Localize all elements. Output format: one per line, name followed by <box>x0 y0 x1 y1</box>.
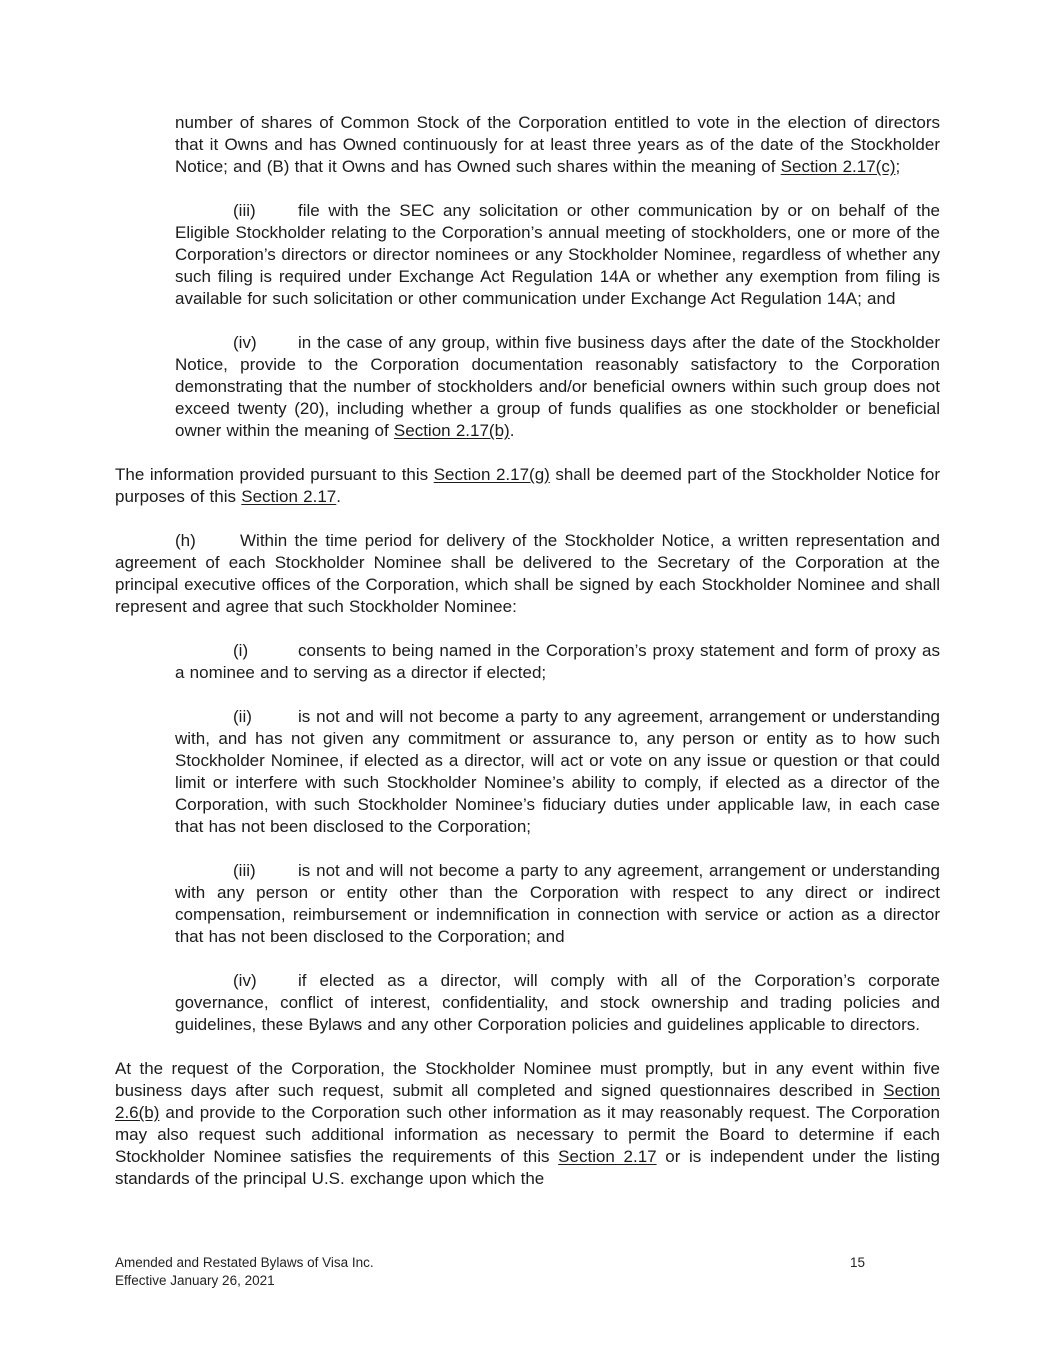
paragraph <box>175 860 940 948</box>
paragraph-text <box>115 1059 940 1188</box>
document-body <box>115 112 940 1212</box>
paragraph <box>175 640 940 684</box>
section-reference: Section 2.17 <box>558 1147 657 1166</box>
paragraph <box>175 332 940 442</box>
text-segment: ; <box>895 157 901 176</box>
text-segment: in the case of any group, within five business days after the date of the Stockholder Notice, provide to the Corporation documentation reasonably satisfactory to the Corporation demonstrating that the number of stockholders and/or beneficial owners within such group does not exceed twenty (20), including whether a group of funds qualifies as one stockholder or beneficial owner within the meaning of <box>175 333 940 440</box>
page-number: 15 <box>850 1255 866 1270</box>
text-segment: if elected as a director, will comply with all of the Corporation’s corporate governance, conflict of interest, confidentiality, and stock ownership and trading policies and guidelines, these Bylaws and any other Corporation policies and guidelines applicable to directors. <box>175 971 940 1034</box>
text-segment: file with the SEC any solicitation or other communication by or on behalf of the Eligible Stockholder relating to the Corporation’s annual meeting of stockholders, one or more of the Corporation’s directors or director nominees or any Stockholder Nominee, regardless of whether any such filing is required under Exchange Act Regulation 14A or whether any exemption from filing is available for such solicitation or other communication under Exchange Act Regulation 14A; and <box>175 201 940 308</box>
section-reference: Section 2.6(b) <box>115 1081 940 1122</box>
section-reference: Section 2.17(b) <box>393 421 510 440</box>
section-reference: Section 2.17(c) <box>780 157 896 176</box>
paragraph <box>175 112 940 178</box>
text-segment: At the request of the Corporation, the Stockholder Nominee must promptly, but in any event within five business days after such request, submit all completed and signed questionnaires described in <box>115 1059 940 1100</box>
text-segment: or is independent under the listing standards of the principal U.S. exchange upon which the <box>115 1147 940 1188</box>
text-segment: . <box>336 487 341 506</box>
clause-label: (ii) <box>233 707 252 726</box>
clause-label: (i) <box>233 641 249 660</box>
text-segment: Within the time period for delivery of the Stockholder Notice, a written representation and agreement of each Stockholder Nominee shall be delivered to the Secretary of the Corporation at the principal executive offices of the Corporation, which shall be signed by each Stockholder Nominee and shall represent and agree that such Stockholder Nominee: <box>115 531 940 616</box>
clause-label: (h) <box>175 531 196 550</box>
page-footer <box>115 1254 940 1290</box>
footer-title: Amended and Restated Bylaws of Visa Inc. <box>115 1255 374 1270</box>
clause-label: (iv) <box>233 971 257 990</box>
paragraph <box>175 200 940 310</box>
paragraph-text <box>115 465 940 506</box>
paragraph <box>175 970 940 1036</box>
paragraph <box>175 706 940 838</box>
clause-label: (iv) <box>233 333 257 352</box>
paragraph <box>115 464 940 508</box>
text-segment: is not and will not become a party to any agreement, arrangement or understanding with, and has not given any commitment or assurance to, any person or entity as to how such Stockholder Nominee, if elected as a director, will act or vote on any issue or question or that could limit or interfere with such Stockholder Nominee’s ability to comply, if elected as a director of the Corporation, with such Stockholder Nominee’s fiduciary duties under applicable law, in each case that has not been disclosed to the Corporation; <box>175 707 940 836</box>
section-reference: Section 2.17(g) <box>433 465 550 484</box>
clause-label: (iii) <box>233 861 256 880</box>
section-reference: Section 2.17 <box>241 487 337 506</box>
text-segment: number of shares of Common Stock of the Corporation entitled to vote in the election of directors that it Owns and has Owned continuously for at least three years as of the date of the Stockholder Notice; and (B) that it Owns and has Owned such shares within the meaning of <box>175 113 940 176</box>
text-segment: shall be deemed part of the Stockholder Notice for purposes of this <box>115 465 940 506</box>
text-segment: and provide to the Corporation such other information as it may reasonably request. The Corporation may also request such additional information as necessary to permit the Board to determine if each Stockholder Nominee satisfies the requirements of this <box>115 1103 940 1166</box>
text-segment: . <box>509 421 515 440</box>
footer-date: Effective January 26, 2021 <box>115 1273 275 1288</box>
paragraph-text <box>175 113 940 176</box>
paragraph <box>115 530 940 618</box>
text-segment: The information provided pursuant to this <box>115 465 434 484</box>
text-segment: consents to being named in the Corporation’s proxy statement and form of proxy as a nominee and to serving as a director if elected; <box>175 641 940 682</box>
text-segment: is not and will not become a party to any agreement, arrangement or understanding with any person or entity other than the Corporation with respect to any direct or indirect compensation, reimbursement or indemnification in connection with service or action as a director that has not been disclosed to the Corporation; and <box>175 861 940 946</box>
paragraph <box>115 1058 940 1190</box>
clause-label: (iii) <box>233 201 256 220</box>
